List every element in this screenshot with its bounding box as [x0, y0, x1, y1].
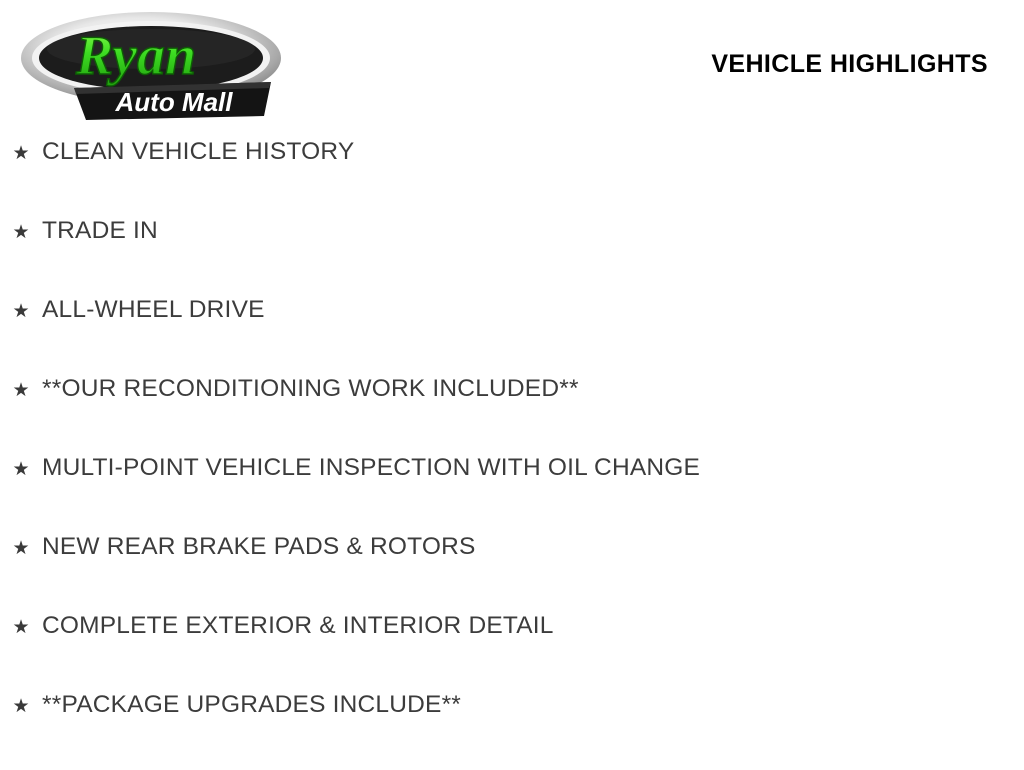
svg-text:Ryan: Ryan [75, 25, 197, 87]
star-icon: ★ [12, 538, 30, 559]
list-item [0, 691, 1024, 770]
list-item [0, 296, 1024, 375]
list-item-label: ALL-WHEEL DRIVE [42, 296, 265, 323]
list-item [0, 533, 1024, 612]
list-item-label: MULTI-POINT VEHICLE INSPECTION WITH OIL CHANGE [42, 454, 701, 481]
star-icon: ★ [12, 222, 30, 243]
star-icon: ★ [12, 459, 30, 480]
star-icon: ★ [12, 301, 30, 322]
page-title: VEHICLE HIGHLIGHTS [711, 50, 988, 78]
list-item [0, 454, 1024, 533]
list-item [0, 138, 1024, 217]
list-item [0, 612, 1024, 691]
list-item-label: **PACKAGE UPGRADES INCLUDE** [42, 691, 462, 718]
list-item-label: TRADE IN [42, 217, 158, 244]
star-icon: ★ [12, 143, 30, 164]
ryan-auto-mall-logo [16, 8, 286, 126]
star-icon: ★ [12, 380, 30, 401]
list-item-label: CLEAN VEHICLE HISTORY [42, 138, 355, 165]
list-item-label: NEW REAR BRAKE PADS & ROTORS [42, 533, 476, 560]
star-icon: ★ [12, 696, 30, 717]
list-item-label: **OUR RECONDITIONING WORK INCLUDED** [42, 375, 579, 402]
list-item [0, 217, 1024, 296]
page-header [0, 0, 1024, 130]
star-icon: ★ [12, 617, 30, 638]
list-item [0, 375, 1024, 454]
highlights-list [0, 138, 1024, 770]
list-item-label: COMPLETE EXTERIOR & INTERIOR DETAIL [42, 612, 554, 639]
svg-text:Auto Mall: Auto Mall [115, 87, 233, 117]
